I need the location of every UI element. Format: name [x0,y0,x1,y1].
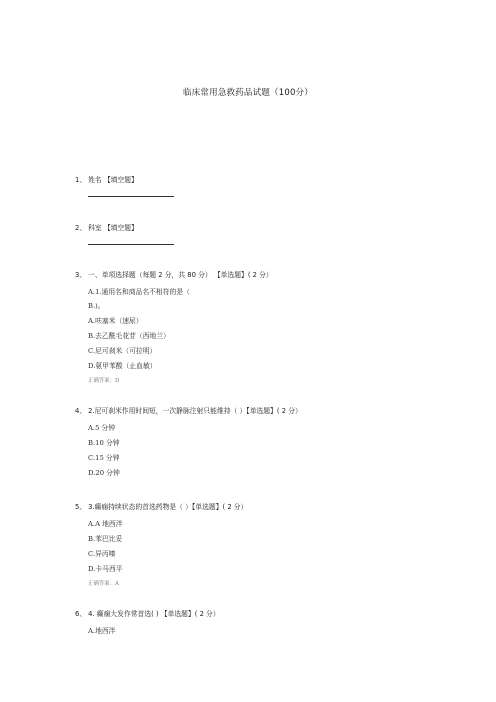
option-item[interactable]: C.15 分钟 [88,454,120,462]
question-5 [75,501,247,511]
option-item[interactable]: D.20 分钟 [88,469,120,477]
option-item[interactable]: A.地西泮 [88,627,116,635]
question-text: 3.癫痫持续状态的首选药物是（ ）【单选题】( 2 分） [88,503,248,511]
question-number: 5、 [75,503,87,511]
question-text: 姓名 【填空题】 [88,176,138,184]
answer-blank-1[interactable] [88,196,174,197]
question-3 [75,269,273,279]
answer-blank-2[interactable] [88,244,174,245]
option-item[interactable]: C.异丙嗪 [88,550,116,558]
option-item[interactable]: A.5 分钟 [88,424,116,432]
question-number: 6、 [75,610,87,618]
question-text: 2.尼可刹米作用时间短，一次静脉注射只能维持（ ）【单选题】( 2 分） [88,407,302,415]
page-title: 临床常用急救药品试题（100分） [183,88,313,98]
correct-answer: 正确答案：D [88,378,120,384]
option-item[interactable]: B.苯巴比妥 [88,535,123,543]
question-1 [75,174,138,184]
question-number: 3、 [75,271,87,279]
option-item[interactable]: D.氨甲苯酸（止血敏） [88,362,157,370]
question-text: 科室 【填空题】 [88,224,138,232]
option-item[interactable]: D.卡马西平 [88,565,123,573]
correct-answer: 正确答案：A [88,581,119,587]
option-item[interactable]: B.)。 [88,302,105,310]
question-number: 1、 [75,176,87,184]
question-2 [75,222,138,232]
question-text: 4. 癫痫大发作常首选( ) 【单选题】( 2 分） [88,610,220,618]
question-text: 一、单项选择题（每题 2 分，共 80 分） 【单选题】( 2 分） [88,271,273,279]
question-6 [75,608,220,618]
option-item[interactable]: A.A 地西泮 [88,520,123,528]
option-item[interactable]: B.去乙酰毛花苷（西地兰） [88,332,170,340]
option-item[interactable]: A.1.通用名和商品名不相符的是（ [88,288,190,296]
option-item[interactable]: C.尼可刹米（可拉明） [88,347,157,355]
question-4 [75,405,302,415]
question-number: 2、 [75,224,87,232]
option-item[interactable]: A.呋塞米（速尿） [88,317,143,325]
option-item[interactable]: B.10 分钟 [88,439,120,447]
question-number: 4、 [75,407,87,415]
